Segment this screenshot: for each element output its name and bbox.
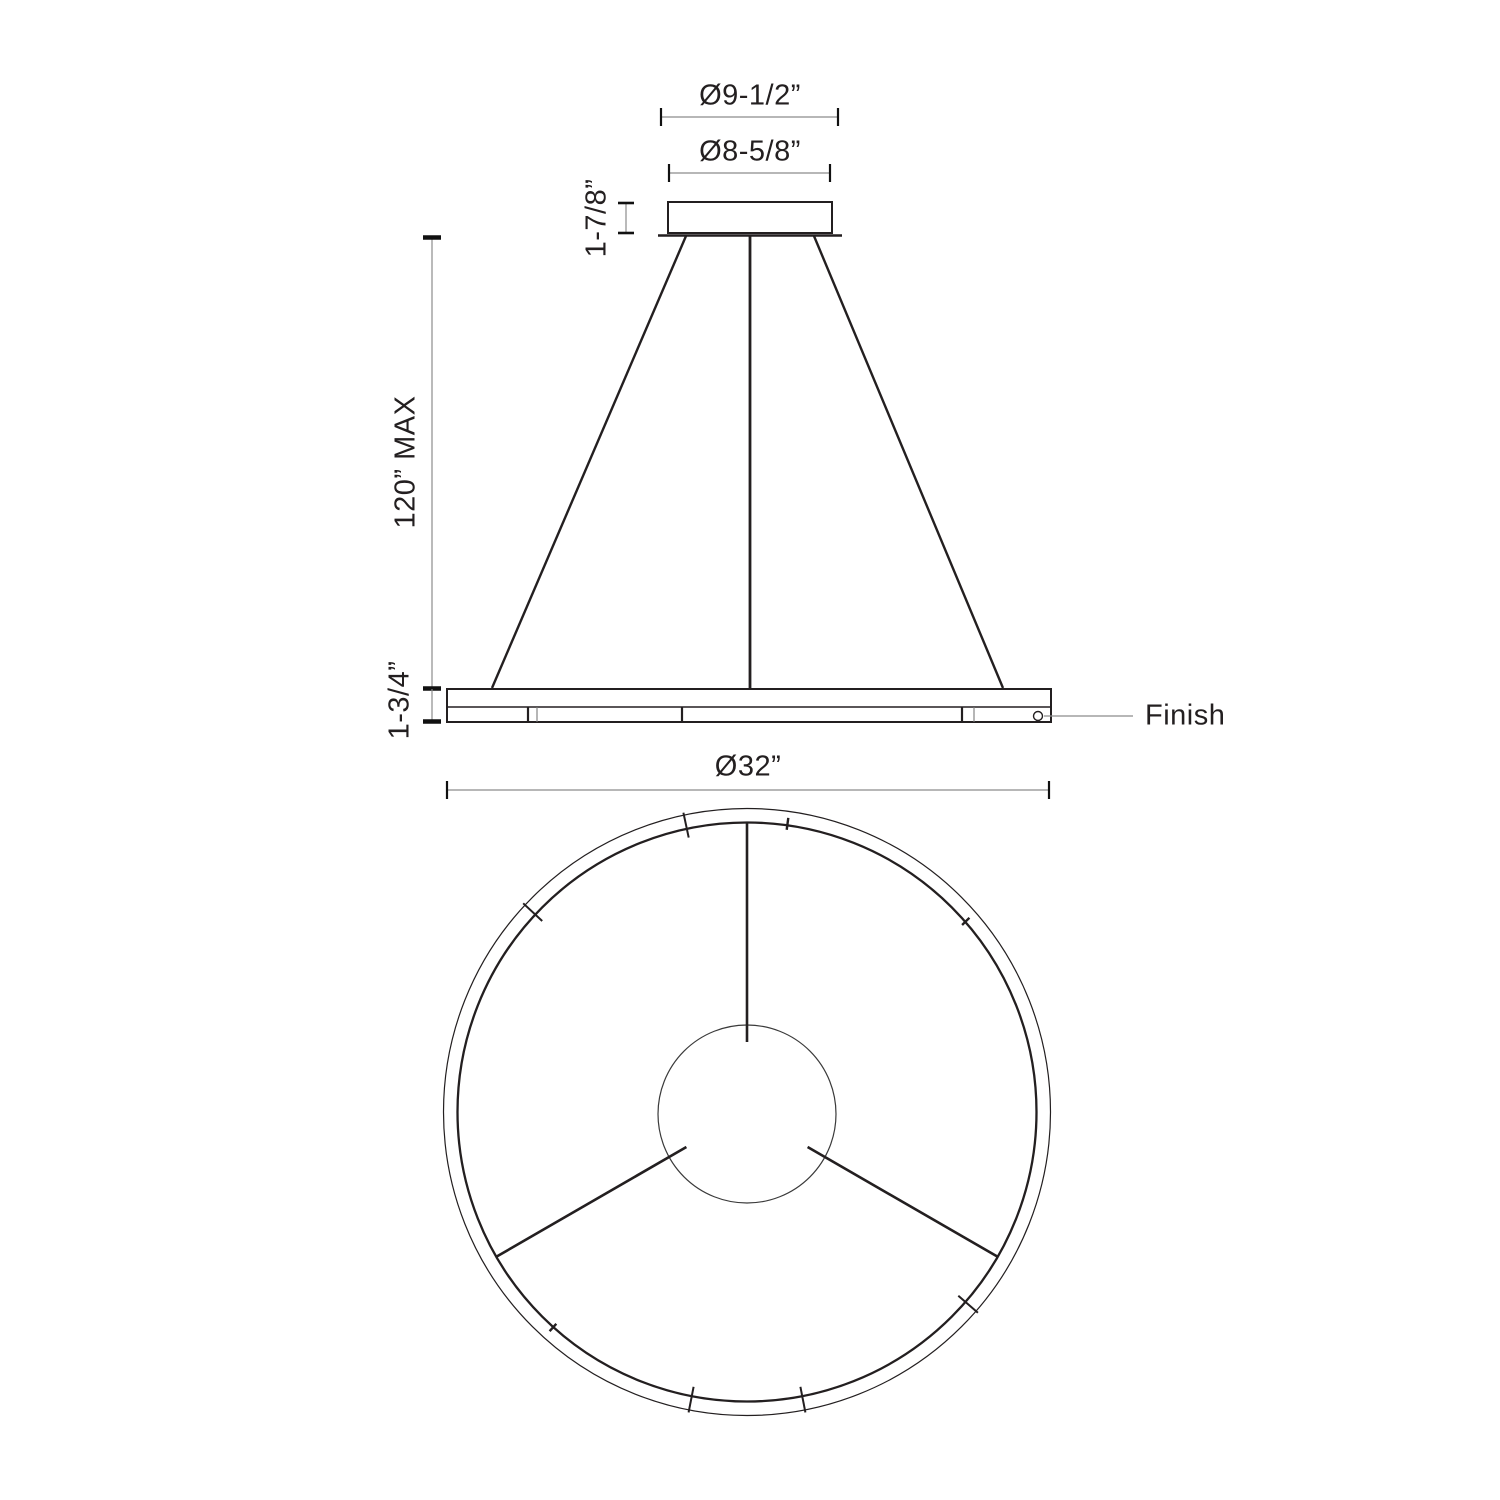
ring-joint-mark: [787, 818, 789, 830]
canopy-height-label: 1-7/8”: [580, 178, 613, 258]
spoke-lower-left: [496, 1147, 686, 1257]
ring-height-dimension: [423, 689, 441, 722]
max-drop-dimension: [423, 238, 441, 689]
plan-view: [444, 809, 1051, 1416]
suspension-cable-left: [492, 236, 686, 688]
canopy-height-dimension: [618, 203, 634, 233]
suspension-cables: [492, 236, 1003, 688]
canopy-outer-diameter-label: Ø9-1/2”: [699, 79, 801, 112]
suspension-cable-right: [814, 236, 1003, 688]
finish-callout-dot: [1034, 712, 1043, 721]
ring-joint-tick: [800, 1387, 805, 1413]
canopy-body: [668, 202, 832, 233]
ring-profile: [447, 689, 1051, 722]
finish-label: Finish: [1145, 699, 1226, 732]
ring-diameter-dimension: [447, 781, 1049, 799]
ring-elevation: [447, 689, 1051, 722]
center-canopy-circle: [658, 1025, 836, 1203]
max-drop-label: 120” MAX: [389, 395, 422, 529]
canopy-inner-diameter-label: Ø8-5/8”: [699, 135, 801, 168]
spokes: [496, 823, 997, 1257]
ring-height-label: 1-3/4”: [383, 660, 416, 740]
ring-joint-ticks: [523, 813, 978, 1413]
ring-joint-tick: [689, 1387, 694, 1413]
ring-joint-tick: [683, 813, 688, 838]
spoke-lower-right: [808, 1147, 998, 1257]
elevation-view: [423, 108, 1133, 799]
ring-diameter-label: Ø32”: [714, 750, 782, 783]
